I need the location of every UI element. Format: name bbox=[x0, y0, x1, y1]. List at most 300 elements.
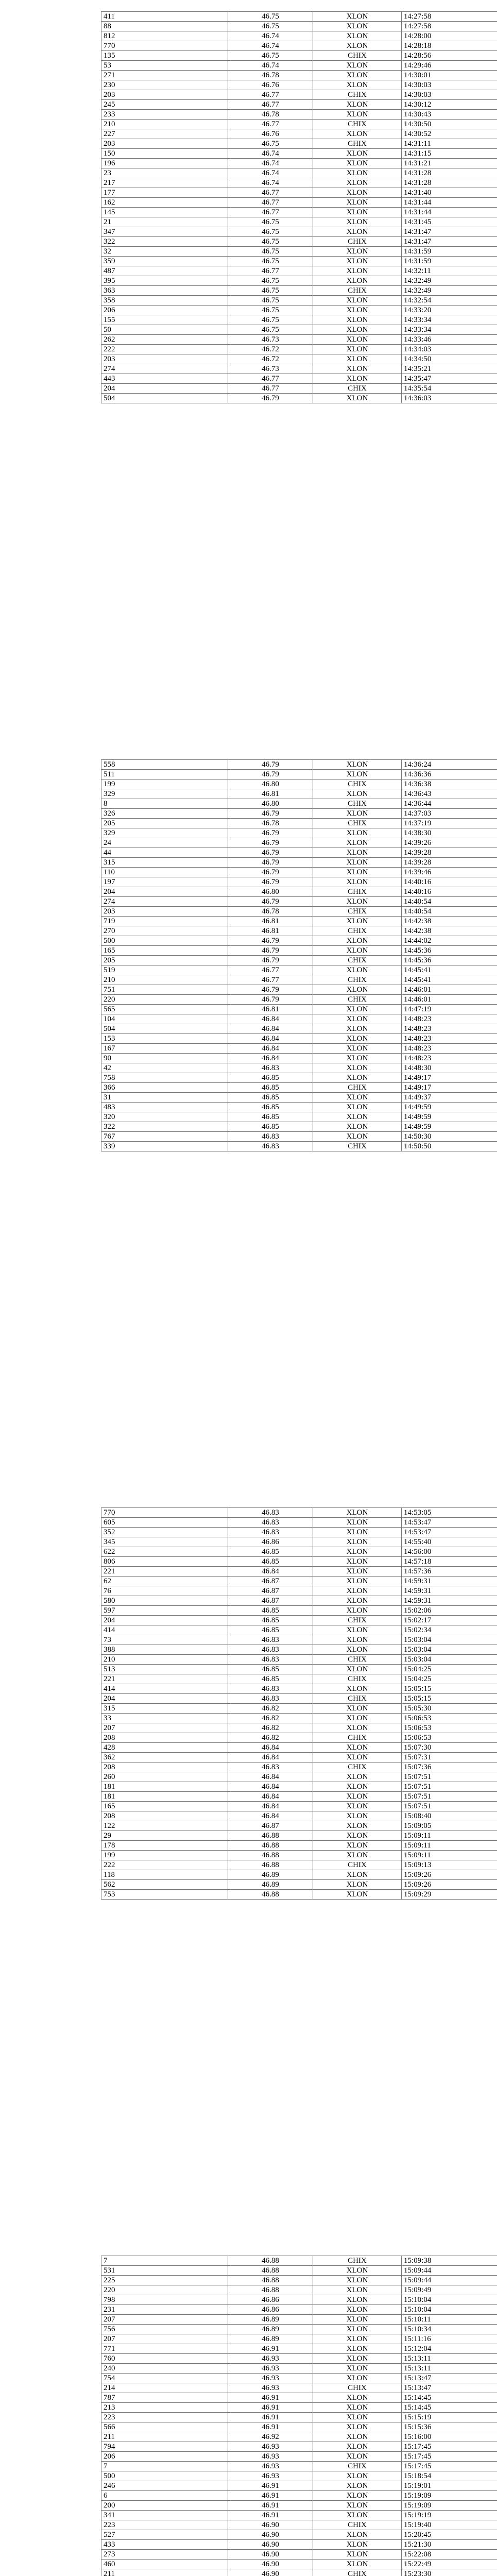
time-cell: 15:04:25 bbox=[402, 1674, 497, 1684]
volume-cell: 271 bbox=[101, 71, 228, 80]
venue-cell: XLON bbox=[313, 2374, 402, 2383]
venue-cell: CHIX bbox=[313, 1142, 402, 1151]
table-row bbox=[101, 2501, 497, 2511]
table-row bbox=[101, 936, 497, 946]
venue-cell: CHIX bbox=[313, 1655, 402, 1665]
trade-table bbox=[101, 1507, 497, 1900]
time-cell: 15:13:11 bbox=[402, 2364, 497, 2374]
table-row bbox=[101, 2295, 497, 2305]
price-cell: 46.75 bbox=[228, 276, 313, 286]
price-cell: 46.75 bbox=[228, 12, 313, 22]
table-row bbox=[101, 22, 497, 31]
volume-cell: 500 bbox=[101, 2471, 228, 2481]
volume-cell: 756 bbox=[101, 2325, 228, 2334]
time-cell: 14:31:21 bbox=[402, 159, 497, 168]
price-cell: 46.77 bbox=[228, 100, 313, 110]
time-cell: 15:23:30 bbox=[402, 2569, 497, 2576]
price-cell: 46.82 bbox=[228, 1723, 313, 1733]
time-cell: 15:07:30 bbox=[402, 1743, 497, 1753]
time-cell: 14:48:23 bbox=[402, 1034, 497, 1044]
price-cell: 46.90 bbox=[228, 2530, 313, 2540]
time-cell: 15:19:19 bbox=[402, 2511, 497, 2520]
price-cell: 46.81 bbox=[228, 1005, 313, 1014]
time-cell: 15:09:49 bbox=[402, 2285, 497, 2295]
table-row bbox=[101, 1880, 497, 1890]
volume-cell: 504 bbox=[101, 1024, 228, 1034]
time-cell: 15:03:04 bbox=[402, 1645, 497, 1655]
volume-cell: 566 bbox=[101, 2422, 228, 2432]
volume-cell: 245 bbox=[101, 100, 228, 110]
volume-cell: 605 bbox=[101, 1518, 228, 1528]
table-row bbox=[101, 965, 497, 975]
time-cell: 15:17:45 bbox=[402, 2462, 497, 2471]
venue-cell: XLON bbox=[313, 31, 402, 41]
time-cell: 14:31:15 bbox=[402, 149, 497, 159]
venue-cell: CHIX bbox=[313, 819, 402, 828]
table-row bbox=[101, 995, 497, 1005]
price-cell: 46.85 bbox=[228, 1122, 313, 1132]
volume-cell: 222 bbox=[101, 345, 228, 354]
table-row bbox=[101, 1063, 497, 1073]
price-cell: 46.79 bbox=[228, 838, 313, 848]
volume-cell: 203 bbox=[101, 139, 228, 149]
price-cell: 46.74 bbox=[228, 61, 313, 71]
venue-cell: XLON bbox=[313, 354, 402, 364]
table-row bbox=[101, 907, 497, 917]
volume-cell: 210 bbox=[101, 975, 228, 985]
volume-cell: 230 bbox=[101, 80, 228, 90]
venue-cell: CHIX bbox=[313, 1674, 402, 1684]
venue-cell: XLON bbox=[313, 2266, 402, 2276]
price-cell: 46.89 bbox=[228, 1870, 313, 1880]
time-cell: 14:30:43 bbox=[402, 110, 497, 120]
volume-cell: 500 bbox=[101, 936, 228, 946]
table-row bbox=[101, 168, 497, 178]
volume-cell: 362 bbox=[101, 1753, 228, 1762]
price-cell: 46.93 bbox=[228, 2462, 313, 2471]
volume-cell: 208 bbox=[101, 1811, 228, 1821]
price-cell: 46.74 bbox=[228, 159, 313, 168]
table-row bbox=[101, 129, 497, 139]
price-cell: 46.82 bbox=[228, 1733, 313, 1743]
table-row bbox=[101, 2364, 497, 2374]
venue-cell: XLON bbox=[313, 1063, 402, 1073]
volume-cell: 135 bbox=[101, 51, 228, 61]
time-cell: 15:10:34 bbox=[402, 2325, 497, 2334]
table-row bbox=[101, 354, 497, 364]
time-cell: 15:03:04 bbox=[402, 1635, 497, 1645]
table-row bbox=[101, 1841, 497, 1851]
table-row bbox=[101, 2305, 497, 2315]
volume-cell: 208 bbox=[101, 1733, 228, 1743]
price-cell: 46.84 bbox=[228, 1792, 313, 1802]
venue-cell: XLON bbox=[313, 1014, 402, 1024]
venue-cell: XLON bbox=[313, 828, 402, 838]
volume-cell: 207 bbox=[101, 2315, 228, 2325]
table-row bbox=[101, 1616, 497, 1625]
volume-cell: 274 bbox=[101, 364, 228, 374]
price-cell: 46.93 bbox=[228, 2442, 313, 2452]
price-cell: 46.90 bbox=[228, 2520, 313, 2530]
volume-cell: 44 bbox=[101, 848, 228, 858]
price-cell: 46.89 bbox=[228, 2315, 313, 2325]
venue-cell: XLON bbox=[313, 1073, 402, 1083]
venue-cell: XLON bbox=[313, 1792, 402, 1802]
time-cell: 14:28:18 bbox=[402, 41, 497, 51]
time-cell: 14:32:54 bbox=[402, 296, 497, 306]
table-row bbox=[101, 276, 497, 286]
time-cell: 15:13:11 bbox=[402, 2354, 497, 2364]
price-cell: 46.93 bbox=[228, 2452, 313, 2462]
price-cell: 46.83 bbox=[228, 1528, 313, 1537]
volume-cell: 221 bbox=[101, 1567, 228, 1577]
volume-cell: 118 bbox=[101, 1870, 228, 1880]
volume-cell: 483 bbox=[101, 1103, 228, 1112]
volume-cell: 21 bbox=[101, 217, 228, 227]
volume-cell: 273 bbox=[101, 2550, 228, 2560]
volume-cell: 345 bbox=[101, 1537, 228, 1547]
venue-cell: XLON bbox=[313, 325, 402, 335]
table-row bbox=[101, 2315, 497, 2325]
time-cell: 14:33:34 bbox=[402, 315, 497, 325]
volume-cell: 339 bbox=[101, 1142, 228, 1151]
volume-cell: 203 bbox=[101, 90, 228, 100]
time-cell: 15:07:51 bbox=[402, 1802, 497, 1811]
table-row bbox=[101, 178, 497, 188]
table-row bbox=[101, 2354, 497, 2364]
volume-cell: 32 bbox=[101, 247, 228, 257]
price-cell: 46.78 bbox=[228, 71, 313, 80]
price-cell: 46.93 bbox=[228, 2471, 313, 2481]
venue-cell: XLON bbox=[313, 1802, 402, 1811]
price-cell: 46.88 bbox=[228, 1890, 313, 1900]
volume-cell: 199 bbox=[101, 779, 228, 789]
price-cell: 46.77 bbox=[228, 975, 313, 985]
time-cell: 14:35:47 bbox=[402, 374, 497, 384]
trade-table bbox=[101, 2256, 497, 2576]
price-cell: 46.91 bbox=[228, 2393, 313, 2403]
time-cell: 14:36:24 bbox=[402, 760, 497, 770]
time-cell: 15:09:11 bbox=[402, 1831, 497, 1841]
time-cell: 15:17:45 bbox=[402, 2452, 497, 2462]
price-cell: 46.85 bbox=[228, 1665, 313, 1674]
price-cell: 46.77 bbox=[228, 965, 313, 975]
venue-cell: CHIX bbox=[313, 1762, 402, 1772]
table-row bbox=[101, 1890, 497, 1900]
venue-cell: XLON bbox=[313, 1890, 402, 1900]
venue-cell: XLON bbox=[313, 1714, 402, 1723]
volume-cell: 42 bbox=[101, 1063, 228, 1073]
price-cell: 46.83 bbox=[228, 1132, 313, 1142]
price-cell: 46.87 bbox=[228, 1586, 313, 1596]
venue-cell: CHIX bbox=[313, 286, 402, 296]
table-row bbox=[101, 2285, 497, 2295]
time-cell: 14:45:41 bbox=[402, 975, 497, 985]
time-cell: 14:31:40 bbox=[402, 188, 497, 198]
venue-cell: XLON bbox=[313, 1782, 402, 1792]
time-cell: 14:49:59 bbox=[402, 1112, 497, 1122]
price-cell: 46.80 bbox=[228, 799, 313, 809]
table-row bbox=[101, 237, 497, 247]
volume-cell: 326 bbox=[101, 809, 228, 819]
table-row bbox=[101, 1782, 497, 1792]
volume-cell: 110 bbox=[101, 868, 228, 877]
venue-cell: XLON bbox=[313, 1753, 402, 1762]
venue-cell: XLON bbox=[313, 296, 402, 306]
venue-cell: CHIX bbox=[313, 1694, 402, 1704]
venue-cell: XLON bbox=[313, 61, 402, 71]
volume-cell: 771 bbox=[101, 2344, 228, 2354]
volume-cell: 565 bbox=[101, 1005, 228, 1014]
time-cell: 15:19:40 bbox=[402, 2520, 497, 2530]
price-cell: 46.79 bbox=[228, 995, 313, 1005]
time-cell: 14:30:03 bbox=[402, 80, 497, 90]
price-cell: 46.91 bbox=[228, 2413, 313, 2422]
table-row bbox=[101, 1802, 497, 1811]
volume-cell: 222 bbox=[101, 1860, 228, 1870]
venue-cell: CHIX bbox=[313, 907, 402, 917]
venue-cell: XLON bbox=[313, 1684, 402, 1694]
volume-cell: 223 bbox=[101, 2413, 228, 2422]
time-cell: 14:50:30 bbox=[402, 1132, 497, 1142]
venue-cell: XLON bbox=[313, 1112, 402, 1122]
price-cell: 46.91 bbox=[228, 2511, 313, 2520]
venue-cell: XLON bbox=[313, 159, 402, 168]
table-row bbox=[101, 1142, 497, 1151]
table-row bbox=[101, 120, 497, 129]
table-row bbox=[101, 1557, 497, 1567]
price-cell: 46.88 bbox=[228, 2256, 313, 2266]
volume-cell: 122 bbox=[101, 1821, 228, 1831]
venue-cell: CHIX bbox=[313, 887, 402, 897]
venue-cell: XLON bbox=[313, 2403, 402, 2413]
volume-cell: 31 bbox=[101, 1093, 228, 1103]
volume-cell: 29 bbox=[101, 1831, 228, 1841]
venue-cell: XLON bbox=[313, 1054, 402, 1063]
volume-cell: 751 bbox=[101, 985, 228, 995]
table-row bbox=[101, 364, 497, 374]
venue-cell: XLON bbox=[313, 897, 402, 907]
volume-cell: 73 bbox=[101, 1635, 228, 1645]
volume-cell: 76 bbox=[101, 1586, 228, 1596]
price-cell: 46.82 bbox=[228, 1714, 313, 1723]
price-cell: 46.79 bbox=[228, 809, 313, 819]
price-cell: 46.91 bbox=[228, 2422, 313, 2432]
venue-cell: XLON bbox=[313, 936, 402, 946]
table-row bbox=[101, 1537, 497, 1547]
venue-cell: XLON bbox=[313, 809, 402, 819]
price-cell: 46.86 bbox=[228, 2295, 313, 2305]
price-cell: 46.85 bbox=[228, 1616, 313, 1625]
venue-cell: CHIX bbox=[313, 2520, 402, 2530]
volume-cell: 7 bbox=[101, 2256, 228, 2266]
venue-cell: XLON bbox=[313, 1567, 402, 1577]
price-cell: 46.87 bbox=[228, 1577, 313, 1586]
time-cell: 14:56:00 bbox=[402, 1547, 497, 1557]
price-cell: 46.77 bbox=[228, 188, 313, 198]
venue-cell: XLON bbox=[313, 1625, 402, 1635]
table-row bbox=[101, 858, 497, 868]
volume-cell: 812 bbox=[101, 31, 228, 41]
venue-cell: XLON bbox=[313, 1577, 402, 1586]
time-cell: 14:49:59 bbox=[402, 1122, 497, 1132]
venue-cell: XLON bbox=[313, 188, 402, 198]
table-row bbox=[101, 838, 497, 848]
venue-cell: CHIX bbox=[313, 2383, 402, 2393]
table-row bbox=[101, 1547, 497, 1557]
time-cell: 14:30:03 bbox=[402, 90, 497, 100]
price-cell: 46.84 bbox=[228, 1014, 313, 1024]
volume-cell: 347 bbox=[101, 227, 228, 237]
venue-cell: XLON bbox=[313, 965, 402, 975]
price-cell: 46.79 bbox=[228, 858, 313, 868]
volume-cell: 217 bbox=[101, 178, 228, 188]
volume-cell: 487 bbox=[101, 266, 228, 276]
volume-cell: 208 bbox=[101, 1762, 228, 1772]
volume-cell: 443 bbox=[101, 374, 228, 384]
volume-cell: 104 bbox=[101, 1014, 228, 1024]
table-row bbox=[101, 1753, 497, 1762]
volume-cell: 414 bbox=[101, 1684, 228, 1694]
table-row bbox=[101, 257, 497, 266]
price-cell: 46.75 bbox=[228, 315, 313, 325]
time-cell: 15:15:19 bbox=[402, 2413, 497, 2422]
time-cell: 14:37:19 bbox=[402, 819, 497, 828]
time-cell: 14:59:31 bbox=[402, 1577, 497, 1586]
time-cell: 15:07:51 bbox=[402, 1782, 497, 1792]
time-cell: 14:31:28 bbox=[402, 178, 497, 188]
venue-cell: XLON bbox=[313, 1723, 402, 1733]
volume-cell: 204 bbox=[101, 384, 228, 394]
table-row bbox=[101, 1694, 497, 1704]
price-cell: 46.75 bbox=[228, 296, 313, 306]
volume-cell: 203 bbox=[101, 354, 228, 364]
volume-cell: 197 bbox=[101, 877, 228, 887]
time-cell: 15:09:29 bbox=[402, 1890, 497, 1900]
volume-cell: 787 bbox=[101, 2393, 228, 2403]
price-cell: 46.84 bbox=[228, 1024, 313, 1034]
volume-cell: 165 bbox=[101, 1802, 228, 1811]
time-cell: 15:17:45 bbox=[402, 2442, 497, 2452]
table-row bbox=[101, 80, 497, 90]
price-cell: 46.83 bbox=[228, 1645, 313, 1655]
time-cell: 14:49:17 bbox=[402, 1083, 497, 1093]
volume-cell: 315 bbox=[101, 858, 228, 868]
price-cell: 46.83 bbox=[228, 1508, 313, 1518]
table-row bbox=[101, 100, 497, 110]
venue-cell: XLON bbox=[313, 1508, 402, 1518]
time-cell: 15:02:34 bbox=[402, 1625, 497, 1635]
volume-cell: 213 bbox=[101, 2403, 228, 2413]
time-cell: 14:32:49 bbox=[402, 286, 497, 296]
venue-cell: XLON bbox=[313, 41, 402, 51]
volume-cell: 511 bbox=[101, 770, 228, 779]
venue-cell: XLON bbox=[313, 227, 402, 237]
table-row bbox=[101, 266, 497, 276]
volume-cell: 274 bbox=[101, 897, 228, 907]
price-cell: 46.88 bbox=[228, 1851, 313, 1860]
volume-cell: 8 bbox=[101, 799, 228, 809]
venue-cell: XLON bbox=[313, 789, 402, 799]
time-cell: 14:35:21 bbox=[402, 364, 497, 374]
volume-cell: 246 bbox=[101, 2481, 228, 2491]
price-cell: 46.85 bbox=[228, 1674, 313, 1684]
time-cell: 14:30:52 bbox=[402, 129, 497, 139]
table-row bbox=[101, 41, 497, 51]
price-cell: 46.75 bbox=[228, 257, 313, 266]
venue-cell: XLON bbox=[313, 257, 402, 266]
price-cell: 46.79 bbox=[228, 394, 313, 403]
venue-cell: XLON bbox=[313, 2422, 402, 2432]
table-row bbox=[101, 1518, 497, 1528]
price-cell: 46.91 bbox=[228, 2501, 313, 2511]
time-cell: 15:09:11 bbox=[402, 1841, 497, 1851]
venue-cell: XLON bbox=[313, 2530, 402, 2540]
venue-cell: CHIX bbox=[313, 956, 402, 965]
time-cell: 14:31:47 bbox=[402, 227, 497, 237]
price-cell: 46.84 bbox=[228, 1034, 313, 1044]
venue-cell: XLON bbox=[313, 129, 402, 139]
volume-cell: 210 bbox=[101, 120, 228, 129]
volume-cell: 794 bbox=[101, 2442, 228, 2452]
table-row bbox=[101, 1645, 497, 1655]
venue-cell: XLON bbox=[313, 2550, 402, 2560]
table-row bbox=[101, 946, 497, 956]
venue-cell: XLON bbox=[313, 168, 402, 178]
volume-cell: 414 bbox=[101, 1625, 228, 1635]
time-cell: 14:27:58 bbox=[402, 12, 497, 22]
table-row bbox=[101, 2471, 497, 2481]
table-row bbox=[101, 394, 497, 403]
table-row bbox=[101, 1577, 497, 1586]
volume-cell: 223 bbox=[101, 2520, 228, 2530]
venue-cell: XLON bbox=[313, 1851, 402, 1860]
price-cell: 46.85 bbox=[228, 1083, 313, 1093]
volume-cell: 270 bbox=[101, 926, 228, 936]
venue-cell: XLON bbox=[313, 985, 402, 995]
price-cell: 46.84 bbox=[228, 1054, 313, 1063]
venue-cell: XLON bbox=[313, 1557, 402, 1567]
time-cell: 14:40:54 bbox=[402, 897, 497, 907]
volume-cell: 366 bbox=[101, 1083, 228, 1093]
volume-cell: 359 bbox=[101, 257, 228, 266]
time-cell: 15:05:15 bbox=[402, 1694, 497, 1704]
venue-cell: XLON bbox=[313, 2452, 402, 2462]
venue-cell: CHIX bbox=[313, 2569, 402, 2576]
venue-cell: XLON bbox=[313, 1821, 402, 1831]
time-cell: 15:03:04 bbox=[402, 1655, 497, 1665]
venue-cell: XLON bbox=[313, 198, 402, 208]
price-cell: 46.84 bbox=[228, 1567, 313, 1577]
time-cell: 15:09:44 bbox=[402, 2276, 497, 2285]
table-row bbox=[101, 2334, 497, 2344]
time-cell: 14:36:03 bbox=[402, 394, 497, 403]
price-cell: 46.92 bbox=[228, 2432, 313, 2442]
table-row bbox=[101, 1586, 497, 1596]
venue-cell: XLON bbox=[313, 1044, 402, 1054]
time-cell: 14:33:20 bbox=[402, 306, 497, 315]
time-cell: 14:59:31 bbox=[402, 1586, 497, 1596]
venue-cell: CHIX bbox=[313, 2256, 402, 2266]
price-cell: 46.74 bbox=[228, 41, 313, 51]
time-cell: 15:05:30 bbox=[402, 1704, 497, 1714]
time-cell: 14:34:50 bbox=[402, 354, 497, 364]
time-cell: 14:44:02 bbox=[402, 936, 497, 946]
table-row bbox=[101, 1772, 497, 1782]
volume-cell: 162 bbox=[101, 198, 228, 208]
venue-cell: XLON bbox=[313, 2334, 402, 2344]
volume-cell: 754 bbox=[101, 2374, 228, 2383]
